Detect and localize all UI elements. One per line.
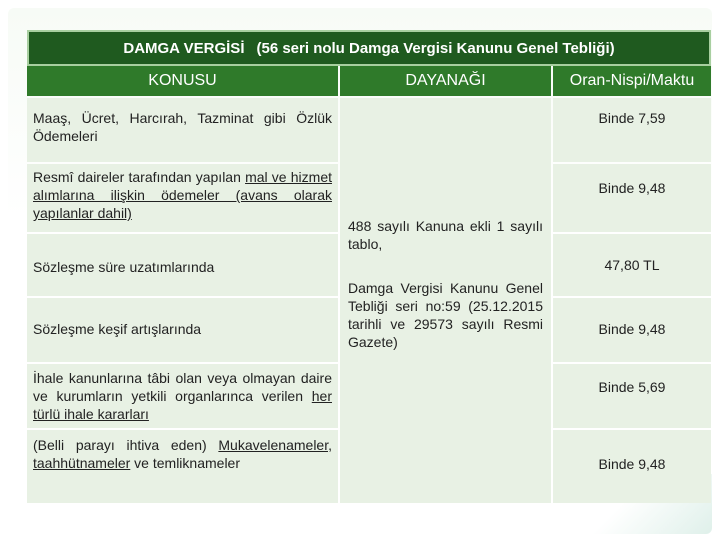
row-2-rate: Binde 9,48 (598, 180, 666, 196)
row-6-text-underlined: Mukavelenameler, taahhütnameler (33, 437, 332, 471)
dayanak-text-1: 488 sayılı Kanuna ekli 1 sayılı tablo, (348, 218, 543, 252)
row-4-rate: Binde 9,48 (598, 321, 666, 337)
row-5-text-a: İhale kanunlarına tâbi olan veya olmayan daire ve kurumların yetkili organlarınca verilen (33, 370, 332, 404)
row-5-rate: Binde 5,69 (598, 379, 666, 395)
row-4-text: Sözleşme keşif artışlarında (33, 321, 202, 337)
row-2-text-a: Resmî daireler tarafından yapılan (33, 169, 246, 185)
row-6-rate-cell (553, 430, 711, 503)
row-6-text-a: (Belli parayı ihtiva eden) (33, 437, 219, 453)
row-1-text: Maaş, Ücret, Harcırah, Tazminat gibi Özlük Ödemeleri (33, 110, 332, 144)
row-6-text-b: ve temliknameler (130, 455, 240, 471)
row-5-rate-cell (553, 364, 711, 428)
dayanak-cell (340, 98, 551, 503)
row-5-text-underlined: her türlü ihale kararları (33, 388, 332, 422)
header-konusu: KONUSU (27, 66, 338, 96)
row-6-konu (27, 430, 338, 503)
header-oran: Oran-Nispi/Maktu (553, 66, 711, 96)
row-3-rate: 47,80 TL (604, 257, 660, 273)
row-3-konu (27, 234, 338, 296)
row-3-rate-cell (553, 234, 711, 296)
row-1-konu (27, 98, 338, 162)
row-4-rate-cell (553, 298, 711, 362)
row-6-rate: Binde 9,48 (598, 456, 666, 472)
row-2-text-underlined: mal ve hizmet alımlarına ilişkin ödemeler (avans olarak yapılanlar dahil) (33, 169, 333, 221)
row-3-text: Sözleşme süre uzatımlarında (33, 259, 215, 275)
title-subtitle: (56 seri nolu Damga Vergisi Kanunu Genel Tebliği) (256, 39, 615, 57)
title-main: DAMGA VERGİSİ (123, 39, 245, 57)
row-4-konu (27, 298, 338, 362)
dayanak-text-2: Damga Vergisi Kanunu Genel Tebliği seri no:59 (25.12.2015 tarihli ve 29573 sayılı Resmi Gazete) (348, 280, 543, 350)
row-1-rate-cell (553, 98, 711, 162)
row-5-konu (27, 364, 338, 428)
row-1-rate: Binde 7,59 (598, 110, 666, 126)
table-title (27, 30, 711, 66)
row-2-konu (27, 164, 338, 232)
row-2-rate-cell (553, 164, 711, 232)
header-dayanagi: DAYANAĞI (340, 66, 551, 96)
